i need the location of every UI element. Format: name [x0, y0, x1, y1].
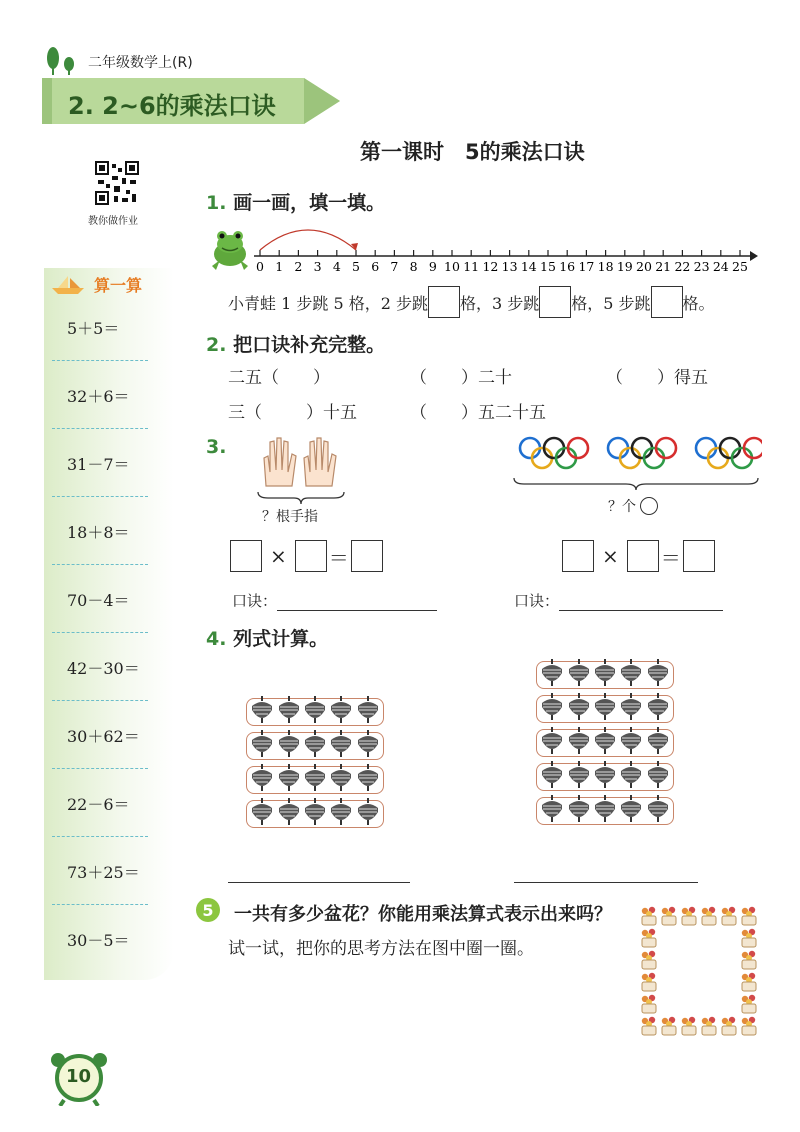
- q2-title: 把口诀补充完整。: [233, 334, 386, 356]
- page-number: 10: [66, 1066, 92, 1087]
- q2-row-2: [228, 398, 748, 424]
- spinning-top-icon: [593, 761, 617, 793]
- number-line-label: 9: [428, 259, 437, 274]
- q3-right-box-1[interactable]: [562, 540, 594, 572]
- sidebar-title: 算一算: [94, 276, 143, 295]
- spinning-top-icon: [646, 795, 670, 827]
- rings-label-wrap: [608, 496, 658, 516]
- flower-pot-icon: [740, 972, 758, 996]
- spinning-top-icon: [593, 727, 617, 759]
- tops-row: [536, 729, 674, 757]
- q3-left-box-3[interactable]: [351, 540, 383, 572]
- sidebar-divider: [52, 632, 148, 633]
- number-line-label: 24: [712, 259, 729, 274]
- flower-pot-icon: [740, 928, 758, 952]
- spinning-top-icon: [250, 730, 274, 762]
- tree-icon: [44, 46, 80, 76]
- sidebar-divider: [52, 360, 148, 361]
- spinning-top-icon: [646, 659, 670, 691]
- hands-icon: [260, 436, 340, 492]
- spinning-top-icon: [303, 764, 327, 796]
- tops-row: [246, 800, 384, 828]
- q2-r2-a: 三（: [228, 403, 262, 423]
- spinning-top-icon: [567, 795, 591, 827]
- number-line-label: 17: [578, 259, 595, 274]
- tops-row: [536, 695, 674, 723]
- q2-r1-a: 二五（: [228, 368, 279, 388]
- koujue-label-right: 口诀：: [514, 592, 560, 610]
- spinning-top-icon: [540, 693, 564, 725]
- number-line-label: 23: [693, 259, 710, 274]
- number-line-label: 25: [732, 259, 748, 274]
- q4-answer-left[interactable]: [228, 864, 410, 883]
- flower-pot-icon: [700, 1016, 718, 1040]
- tops-row: [536, 797, 674, 825]
- flower-pot-frame: [640, 906, 758, 1036]
- spinning-top-icon: [277, 764, 301, 796]
- number-line-label: 7: [390, 259, 399, 274]
- spinning-top-icon: [356, 696, 380, 728]
- spinning-top-icon: [277, 730, 301, 762]
- number-line-label: 5: [352, 259, 360, 274]
- spinning-top-icon: [619, 761, 643, 793]
- number-line-label: 15: [540, 259, 556, 274]
- spinning-top-icon: [646, 727, 670, 759]
- q3-left-equals: ＝: [328, 545, 349, 570]
- spinning-top-icon: [567, 727, 591, 759]
- spinning-top-icon: [303, 696, 327, 728]
- q3-left-box-2[interactable]: [295, 540, 327, 572]
- boat-icon: [50, 274, 86, 296]
- number-line-arrowhead: [750, 251, 758, 261]
- flower-pot-icon: [640, 906, 658, 930]
- tops-row: [246, 766, 384, 794]
- koujue-answer-right[interactable]: [559, 592, 723, 611]
- q3-equation-right: [562, 540, 715, 572]
- number-line-label: 18: [597, 259, 614, 274]
- frog-icon: [206, 226, 254, 272]
- q4-header: [206, 624, 328, 651]
- q3-header: [206, 436, 226, 458]
- spinning-top-icon: [540, 795, 564, 827]
- number-line-label: 6: [371, 259, 380, 274]
- spinning-top-icon: [303, 798, 327, 830]
- spinning-top-icon: [356, 730, 380, 762]
- number-line-label: 22: [674, 259, 691, 274]
- spinning-top-icon: [619, 795, 643, 827]
- spinning-top-icon: [277, 798, 301, 830]
- q1-text-2: 格，3 步跳: [459, 293, 540, 313]
- q4-number: 4.: [206, 628, 227, 650]
- spinning-top-icon: [329, 730, 353, 762]
- spinning-top-icon: [540, 727, 564, 759]
- spinning-top-icon: [250, 764, 274, 796]
- number-line-label: 1: [275, 259, 284, 274]
- q5-number-badge: [196, 898, 220, 922]
- q2-r1-e: （: [606, 368, 623, 388]
- q1-number: 1.: [206, 192, 227, 214]
- sidebar-exercise-9: 73＋25＝: [67, 863, 140, 882]
- q4-answer-right[interactable]: [514, 864, 698, 883]
- sidebar-exercise-8: 22－6＝: [67, 795, 130, 814]
- q2-r1-b: ）: [313, 368, 330, 388]
- q3-right-box-2[interactable]: [627, 540, 659, 572]
- q2-r1-c: （: [410, 368, 427, 388]
- number-line-label: 21: [655, 259, 672, 274]
- q5-number: 5: [202, 900, 214, 920]
- spinning-top-icon: [619, 693, 643, 725]
- olympic-rings-group: [512, 436, 762, 476]
- sidebar-exercise-4: 18＋8＝: [67, 523, 130, 542]
- q1-text-3: 格，5 步跳: [571, 293, 651, 313]
- sidebar-divider: [52, 768, 148, 769]
- number-line-label: 20: [636, 259, 652, 274]
- sidebar-divider: [52, 564, 148, 565]
- spinning-top-icon: [250, 798, 274, 830]
- number-line-label: 12: [482, 259, 499, 274]
- sidebar-divider: [52, 904, 148, 905]
- koujue-label-left: 口诀：: [232, 592, 278, 610]
- spinning-top-icon: [646, 693, 670, 725]
- spinning-top-icon: [277, 696, 301, 728]
- number-line-label: 4: [332, 259, 341, 274]
- flower-pot-icon: [740, 994, 758, 1018]
- flower-pot-icon: [700, 906, 718, 930]
- spinning-top-icon: [619, 659, 643, 691]
- qr-caption: 教你做作业: [88, 216, 138, 227]
- spinning-top-icon: [329, 798, 353, 830]
- rings-brace: [512, 476, 760, 492]
- sidebar-exercise-2: 32＋6＝: [67, 387, 130, 406]
- flower-pot-icon: [720, 906, 738, 930]
- sidebar-exercise-10: 30－5＝: [67, 931, 130, 950]
- q3-left-box-1[interactable]: [230, 540, 262, 572]
- q1-answer-box-2[interactable]: [539, 286, 571, 318]
- flower-pot-icon: [640, 1016, 658, 1040]
- number-line-label: 0: [256, 259, 264, 274]
- flower-pot-icon: [740, 950, 758, 974]
- flower-pot-icon: [640, 972, 658, 996]
- sidebar-exercise-6: 42－30＝: [67, 659, 140, 678]
- q1-sentence: [228, 286, 715, 318]
- spinning-top-icon: [567, 693, 591, 725]
- number-line-label: 13: [501, 259, 518, 274]
- spinning-top-icon: [329, 696, 353, 728]
- spinning-top-icon: [593, 693, 617, 725]
- q2-row-1: [228, 363, 748, 389]
- flower-pot-icon: [680, 906, 698, 930]
- q3-number: 3.: [206, 436, 227, 458]
- q1-header: [206, 188, 385, 215]
- sidebar-exercise-7: 30＋62＝: [67, 727, 140, 746]
- q3-equation-left: [230, 540, 383, 572]
- spinning-tops-left: [246, 698, 384, 834]
- tops-row: [536, 661, 674, 689]
- spinning-top-icon: [593, 795, 617, 827]
- number-line-label: 14: [520, 259, 537, 274]
- q2-header: [206, 330, 385, 357]
- flower-pot-icon: [640, 994, 658, 1018]
- flower-pot-icon: [660, 1016, 678, 1040]
- sidebar-divider: [52, 836, 148, 837]
- number-line-label: 16: [559, 259, 576, 274]
- fingers-brace: [256, 490, 346, 506]
- flower-pot-icon: [740, 1016, 758, 1040]
- spinning-top-icon: [356, 798, 380, 830]
- q3-right-equals: ＝: [660, 545, 681, 570]
- book-title: 二年级数学上(R): [88, 55, 193, 71]
- q2-r2-d: ）五二十五: [461, 403, 546, 423]
- q1-text-1: 小青蛙 1 步跳 5 格，2 步跳: [228, 293, 428, 313]
- flower-pot-icon: [640, 950, 658, 974]
- number-line-label: 11: [463, 259, 480, 274]
- tops-row: [246, 732, 384, 760]
- q4-title: 列式计算。: [233, 628, 329, 650]
- number-line: [250, 226, 760, 276]
- number-line-label: 2: [294, 259, 303, 274]
- lesson-title: 第一课时 5的乘法口诀: [360, 140, 585, 164]
- sidebar-exercise-3: 31－7＝: [67, 455, 130, 474]
- koujue-answer-left[interactable]: [277, 592, 437, 611]
- number-line-label: 19: [616, 259, 633, 274]
- number-line-label: 10: [444, 259, 460, 274]
- flower-pot-icon: [640, 928, 658, 952]
- spinning-top-icon: [540, 761, 564, 793]
- q3-right-box-3[interactable]: [683, 540, 715, 572]
- frog-jump-arc: [260, 230, 356, 250]
- sidebar-divider: [52, 428, 148, 429]
- q2-number: 2.: [206, 334, 227, 356]
- sidebar-divider: [52, 700, 148, 701]
- flower-pot-icon: [660, 906, 678, 930]
- spinning-top-icon: [303, 730, 327, 762]
- spinning-top-icon: [619, 727, 643, 759]
- circle-icon: [640, 497, 658, 515]
- q1-title: 画一画，填一填。: [233, 192, 386, 214]
- q3-right-times: ×: [602, 544, 619, 568]
- q2-r2-c: （: [410, 403, 427, 423]
- q1-text-4: 格。: [682, 293, 715, 313]
- number-line-label: 3: [313, 259, 322, 274]
- qr-code-icon: [94, 160, 140, 206]
- q2-r1-d: ）二十: [461, 368, 512, 388]
- sidebar-exercise-1: 5＋5＝: [67, 319, 120, 338]
- spinning-top-icon: [567, 761, 591, 793]
- spinning-top-icon: [593, 659, 617, 691]
- spinning-top-icon: [329, 764, 353, 796]
- spinning-top-icon: [250, 696, 274, 728]
- number-line-label: 8: [409, 259, 418, 274]
- spinning-top-icon: [540, 659, 564, 691]
- flower-pot-icon: [720, 1016, 738, 1040]
- tops-row: [246, 698, 384, 726]
- q3-koujue-right: [514, 590, 723, 611]
- rings-label: ？个: [608, 499, 636, 515]
- fingers-label: ？根手指: [262, 509, 318, 525]
- q3-koujue-left: [232, 590, 437, 611]
- flower-pot-icon: [740, 906, 758, 930]
- sidebar-divider: [52, 496, 148, 497]
- spinning-top-icon: [356, 764, 380, 796]
- tops-row: [536, 763, 674, 791]
- sidebar-exercise-5: 70－4＝: [67, 591, 130, 610]
- spinning-tops-right: [536, 661, 674, 831]
- q2-r1-f: ）得五: [657, 368, 708, 388]
- spinning-top-icon: [646, 761, 670, 793]
- spinning-top-icon: [567, 659, 591, 691]
- flower-pot-icon: [680, 1016, 698, 1040]
- q1-answer-box-1[interactable]: [428, 286, 460, 318]
- chapter-title: 2. 2~6的乘法口诀: [68, 92, 276, 120]
- q3-left-times: ×: [270, 544, 287, 568]
- q1-answer-box-3[interactable]: [651, 286, 683, 318]
- q5-line-1: 一共有多少盆花？你能用乘法算式表示出来吗？: [234, 904, 612, 925]
- q2-r2-b: ）十五: [306, 403, 357, 423]
- q5-line-2: 试一试，把你的思考方法在图中圈一圈。: [228, 939, 534, 959]
